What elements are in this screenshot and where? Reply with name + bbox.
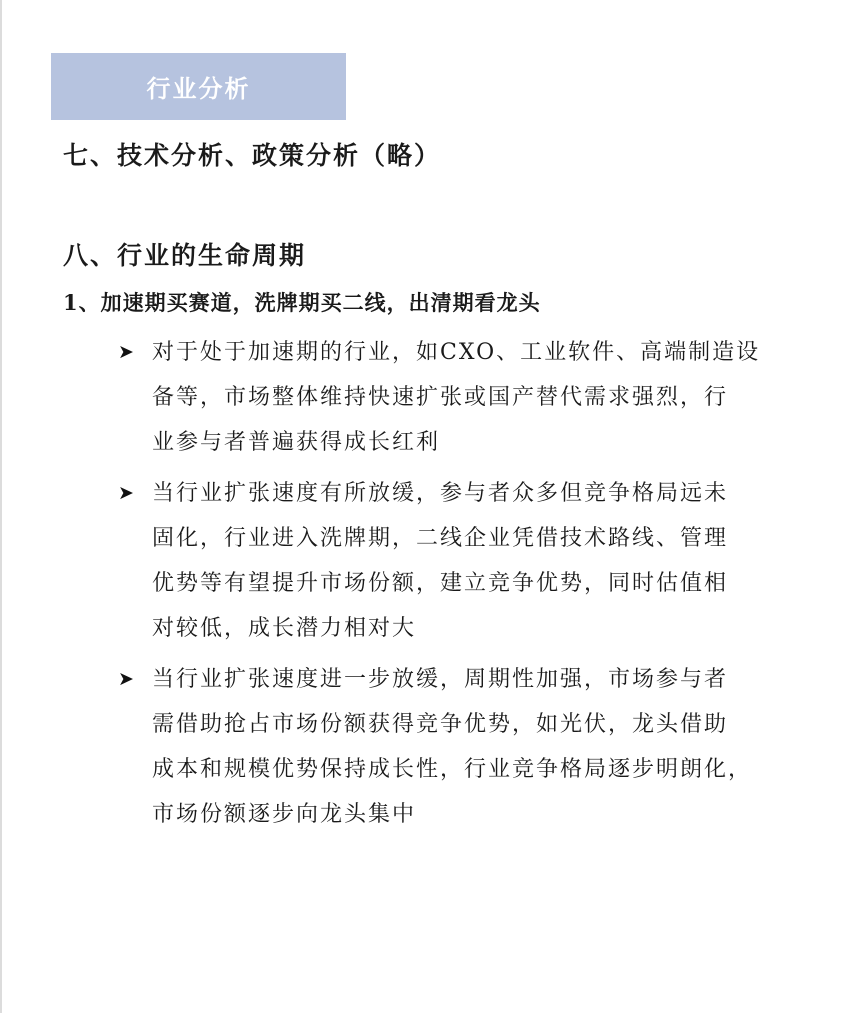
list-item [118, 657, 818, 837]
list-item [118, 471, 818, 651]
heading-section-seven: 七、技术分析、政策分析（略） [63, 141, 442, 170]
text-line: 当行业扩张速度有所放缓，参与者众多但竞争格局远未 [152, 481, 729, 506]
text-line: 市场份额逐步向龙头集中 [152, 802, 417, 827]
arrow-bullet-icon: ➤ [118, 482, 134, 504]
section-tag [51, 53, 346, 120]
subheading-lifecycle: 1、加速期买赛道，洗牌期买二线，出清期看龙头 [63, 290, 541, 315]
section-tag-label: 行业分析 [146, 74, 251, 103]
bullet-text [152, 471, 818, 651]
text-line: 固化，行业进入洗牌期，二线企业凭借技术路线、管理 [152, 526, 729, 551]
text-line: 业参与者普遍获得成长红利 [152, 430, 441, 455]
page-left-edge [0, 0, 2, 1013]
arrow-bullet-icon: ➤ [118, 668, 134, 690]
bullet-text [152, 330, 818, 465]
text-line: 成本和规模优势保持成长性，行业竞争格局逐步明朗化， [152, 757, 753, 782]
text-line: 需借助抢占市场份额获得竞争优势，如光伏，龙头借助 [152, 712, 729, 737]
bullet-text [152, 657, 818, 837]
bullet-list [118, 330, 818, 843]
heading-section-eight: 八、行业的生命周期 [63, 241, 307, 270]
text-line: 优势等有望提升市场份额，建立竞争优势，同时估值相 [152, 571, 729, 596]
list-item [118, 330, 818, 465]
text-line: 对于处于加速期的行业，如CXO、工业软件、高端制造设 [152, 340, 761, 365]
text-line: 备等，市场整体维持快速扩张或国产替代需求强烈，行 [152, 385, 729, 410]
arrow-bullet-icon: ➤ [118, 341, 134, 363]
text-line: 对较低，成长潜力相对大 [152, 616, 417, 641]
text-line: 当行业扩张速度进一步放缓，周期性加强，市场参与者 [152, 667, 729, 692]
